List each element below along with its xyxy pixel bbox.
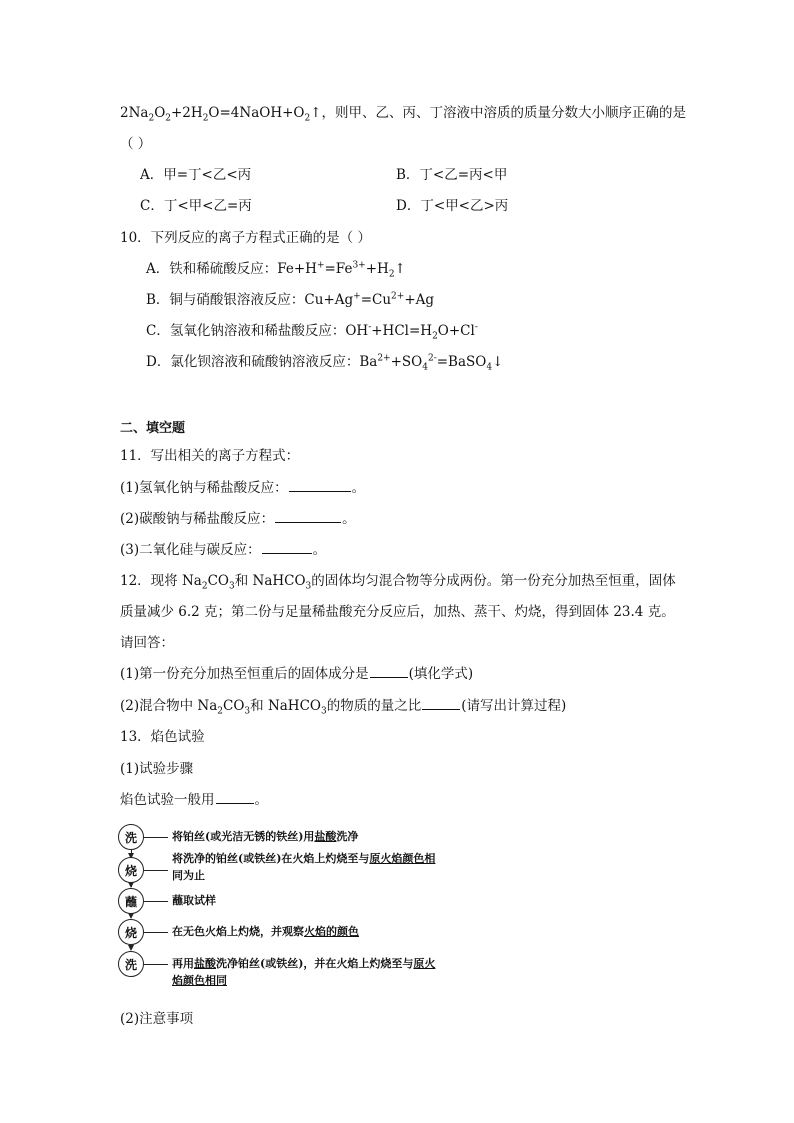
q9-option-a: A．甲=丁<乙<丙 [140, 167, 252, 183]
q9-option-d: D．丁<甲<乙>丙 [396, 198, 509, 214]
q11-part2: (2)碳酸钠与稀盐酸反应： 。 [120, 511, 356, 527]
q13-stem: 13．焰色试验 [120, 729, 205, 745]
q10-option-a: A．铁和稀硫酸反应：$Fe+H^+=Fe^{3+}+H_2↑$ [146, 260, 406, 280]
flow-leader [144, 837, 168, 838]
q9-stem-text: ，则甲、乙、丙、丁溶液中溶质的质量分数大小顺序正确的是 [321, 105, 687, 121]
flow-leader [144, 870, 168, 871]
answer-blank[interactable] [275, 510, 341, 523]
q11-part1: (1)氢氧化钠与稀盐酸反应： 。 [120, 480, 366, 496]
q12-line3: 请回答： [120, 635, 174, 651]
flame-test-flowchart [118, 824, 458, 994]
answer-blank[interactable] [370, 665, 408, 678]
q9-option-c: C．丁<甲<乙=丙 [140, 198, 252, 214]
q9-option-b: B．丁<乙=丙<甲 [396, 167, 508, 183]
q10-option-c: C．氢氧化钠溶液和稀盐酸反应：$OH^-+HCl=H_2O+Cl^-$ [146, 322, 478, 342]
q9-paren: （ ） [120, 136, 152, 152]
flow-leader [144, 964, 168, 965]
step-wash-1: 洗 [118, 824, 144, 850]
q10-option-d: D．氯化钡溶液和硫酸钠溶液反应：$Ba^{2+}+SO_4^{2-}=BaSO_4↓$ [146, 353, 504, 373]
q13-part2: (2)注意事项 [120, 1011, 194, 1027]
step2-text: 将洗净的铂丝(或铁丝)在火焰上灼烧至与原火焰颜色相 同为止 [172, 852, 436, 882]
q11-part3: (3)二氧化硅与碳反应： 。 [120, 542, 327, 558]
section-heading: 二、填空题 [120, 421, 186, 436]
step1-text: 将铂丝(或光洁无锈的铁丝)用盐酸洗净 [172, 830, 359, 843]
step-dip: 蘸 [118, 888, 144, 914]
step3-text: 蘸取试样 [172, 894, 216, 907]
step4-text: 在无色火焰上灼烧，并观察火焰的颜色 [172, 925, 359, 938]
q10-stem: 10．下列反应的离子方程式正确的是（ ） [120, 230, 371, 246]
answer-blank[interactable] [216, 791, 254, 804]
q11-stem: 11．写出相关的离子方程式： [120, 448, 300, 464]
step-burn-1: 烧 [118, 857, 144, 883]
answer-blank[interactable] [422, 697, 460, 710]
q12-part1: (1)第一份充分加热至恒重后的固体成分是 (填化学式) [120, 666, 474, 682]
q10-option-b: B．铜与硝酸银溶液反应：$Cu+Ag^+=Cu^{2+}+Ag$ [146, 291, 435, 308]
q12-line2: 质量减少 6.2 克；第二份与足量稀盐酸充分反应后，加热、蒸干、灼烧，得到固体 23.4 克。 [120, 604, 675, 620]
step-burn-2: 烧 [118, 919, 144, 945]
q9-equation-line: $2Na_2O_2+2H_2O=4NaOH+O_2↑$，则甲、乙、丙、丁溶液中溶质的质量分数大小顺序正确的是 [120, 105, 687, 124]
flow-leader [144, 901, 168, 902]
step5-text: 再用盐酸洗净铂丝(或铁丝)，并在火焰上灼烧至与原火 焰颜色相同 [172, 957, 436, 987]
step-wash-2: 洗 [118, 951, 144, 977]
answer-blank[interactable] [289, 479, 351, 492]
answer-blank[interactable] [262, 541, 312, 554]
q12-line1: 12．现将 $Na_2CO_3$和 NaHCO$_3$的固体均匀混合物等分成两份。第一份充分加热至恒重，固体 [120, 573, 676, 592]
q12-part2: (2)混合物中 $Na_2CO_3$和 NaHCO$_3$的物质的量之比 (请写出计算过程) [120, 698, 567, 717]
flow-leader [144, 932, 168, 933]
q13-line: 焰色试验一般用 。 [120, 792, 268, 808]
q13-part1: (1)试验步骤 [120, 761, 194, 777]
